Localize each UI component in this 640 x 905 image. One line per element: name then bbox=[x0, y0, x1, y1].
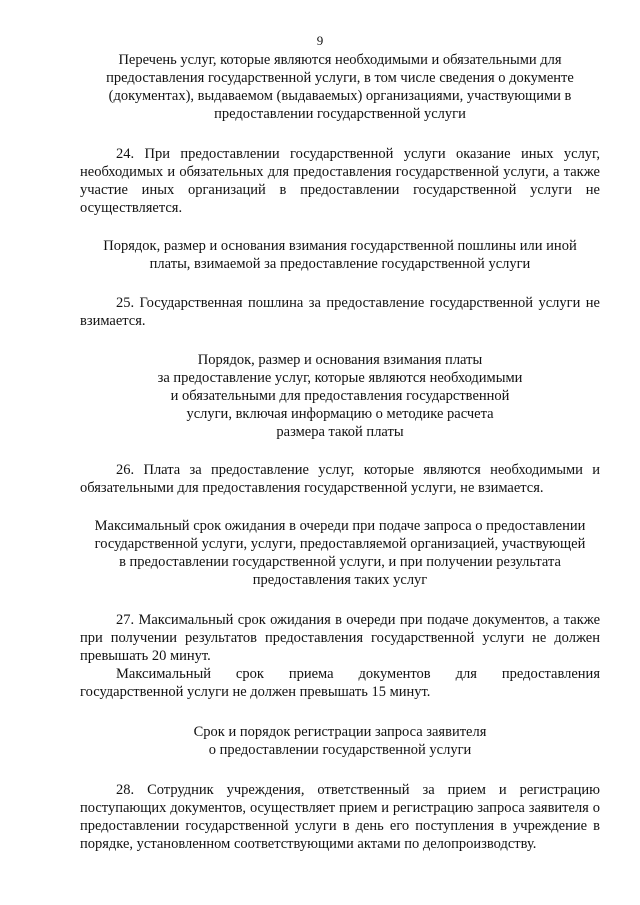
heading-line: Срок и порядок регистрации запроса заявителя bbox=[193, 724, 487, 740]
heading-line: Максимальный срок ожидания в очереди при подаче запроса о предоставлении bbox=[94, 518, 586, 534]
spacer bbox=[80, 497, 600, 517]
section-heading-state-duty bbox=[80, 237, 600, 273]
spacer bbox=[80, 589, 600, 611]
section-heading-service-fee bbox=[80, 351, 600, 441]
heading-line: платы, взимаемой за предоставление государственной услуги bbox=[149, 256, 531, 272]
spacer bbox=[80, 217, 600, 237]
heading-line: предоставлении государственной услуги bbox=[214, 106, 466, 122]
spacer bbox=[80, 701, 600, 723]
section-heading-registration bbox=[80, 723, 600, 759]
heading-line: размера такой платы bbox=[276, 424, 404, 440]
heading-line: (документах), выдаваемом (выдаваемых) организациями, участвующими в bbox=[108, 88, 572, 104]
paragraph-24: 24. При предоставлении государственной услуги оказание иных услуг, необходимых и обязательных для предоставления государственной услуги, а также участие иных организаций в предоставлении государственной услуги не осуществляется. bbox=[80, 146, 600, 216]
heading-line: государственной услуги, услуги, предоставляемой организацией, участвующей bbox=[94, 536, 586, 552]
paragraph-28: 28. Сотрудник учреждения, ответственный за прием и регистрацию поступающих документов, осуществляет прием и регистрацию запроса заявителя о предоставлении государственной услуги в день его поступления в учреждение в порядке, установленном соответствующими актами по делопроизводству. bbox=[80, 782, 600, 852]
spacer bbox=[80, 123, 600, 145]
heading-line: предоставления таких услуг bbox=[252, 572, 428, 588]
spacer bbox=[80, 330, 600, 351]
heading-line: о предоставлении государственной услуги bbox=[208, 742, 472, 758]
document-body bbox=[80, 51, 600, 853]
heading-line: за предоставление услуг, которые являются необходимыми bbox=[157, 370, 523, 386]
section-heading-queue-time bbox=[80, 517, 600, 589]
spacer bbox=[80, 441, 600, 461]
page-number: 9 bbox=[316, 33, 324, 48]
paragraph-26: 26. Плата за предоставление услуг, которые являются необходимыми и обязательными для предоставления государственной услуги, не взимается. bbox=[80, 462, 600, 496]
heading-line: и обязательными для предоставления государственной bbox=[170, 388, 510, 404]
heading-line: Перечень услуг, которые являются необходимыми и обязательными для bbox=[118, 52, 562, 68]
paragraph-25: 25. Государственная пошлина за предоставление государственной услуги не взимается. bbox=[80, 295, 600, 329]
spacer bbox=[80, 273, 600, 294]
paragraph-27-continued: Максимальный срок приема документов для предоставления государственной услуги не должен превышать 15 минут. bbox=[80, 666, 600, 700]
heading-line: Порядок, размер и основания взимания платы bbox=[197, 352, 483, 368]
section-heading-services-list bbox=[80, 51, 600, 123]
heading-line: предоставления государственной услуги, в том числе сведения о документе bbox=[106, 70, 574, 86]
heading-line: Порядок, размер и основания взимания государственной пошлины или иной bbox=[103, 238, 577, 254]
heading-line: услуги, включая информацию о методике расчета bbox=[186, 406, 494, 422]
spacer bbox=[80, 759, 600, 781]
heading-line: в предоставлении государственной услуги, и при получении результата bbox=[119, 554, 561, 570]
paragraph-27: 27. Максимальный срок ожидания в очереди при подаче документов, а также при получении результатов предоставления государственной услуги не должен превышать 20 минут. bbox=[80, 612, 600, 664]
